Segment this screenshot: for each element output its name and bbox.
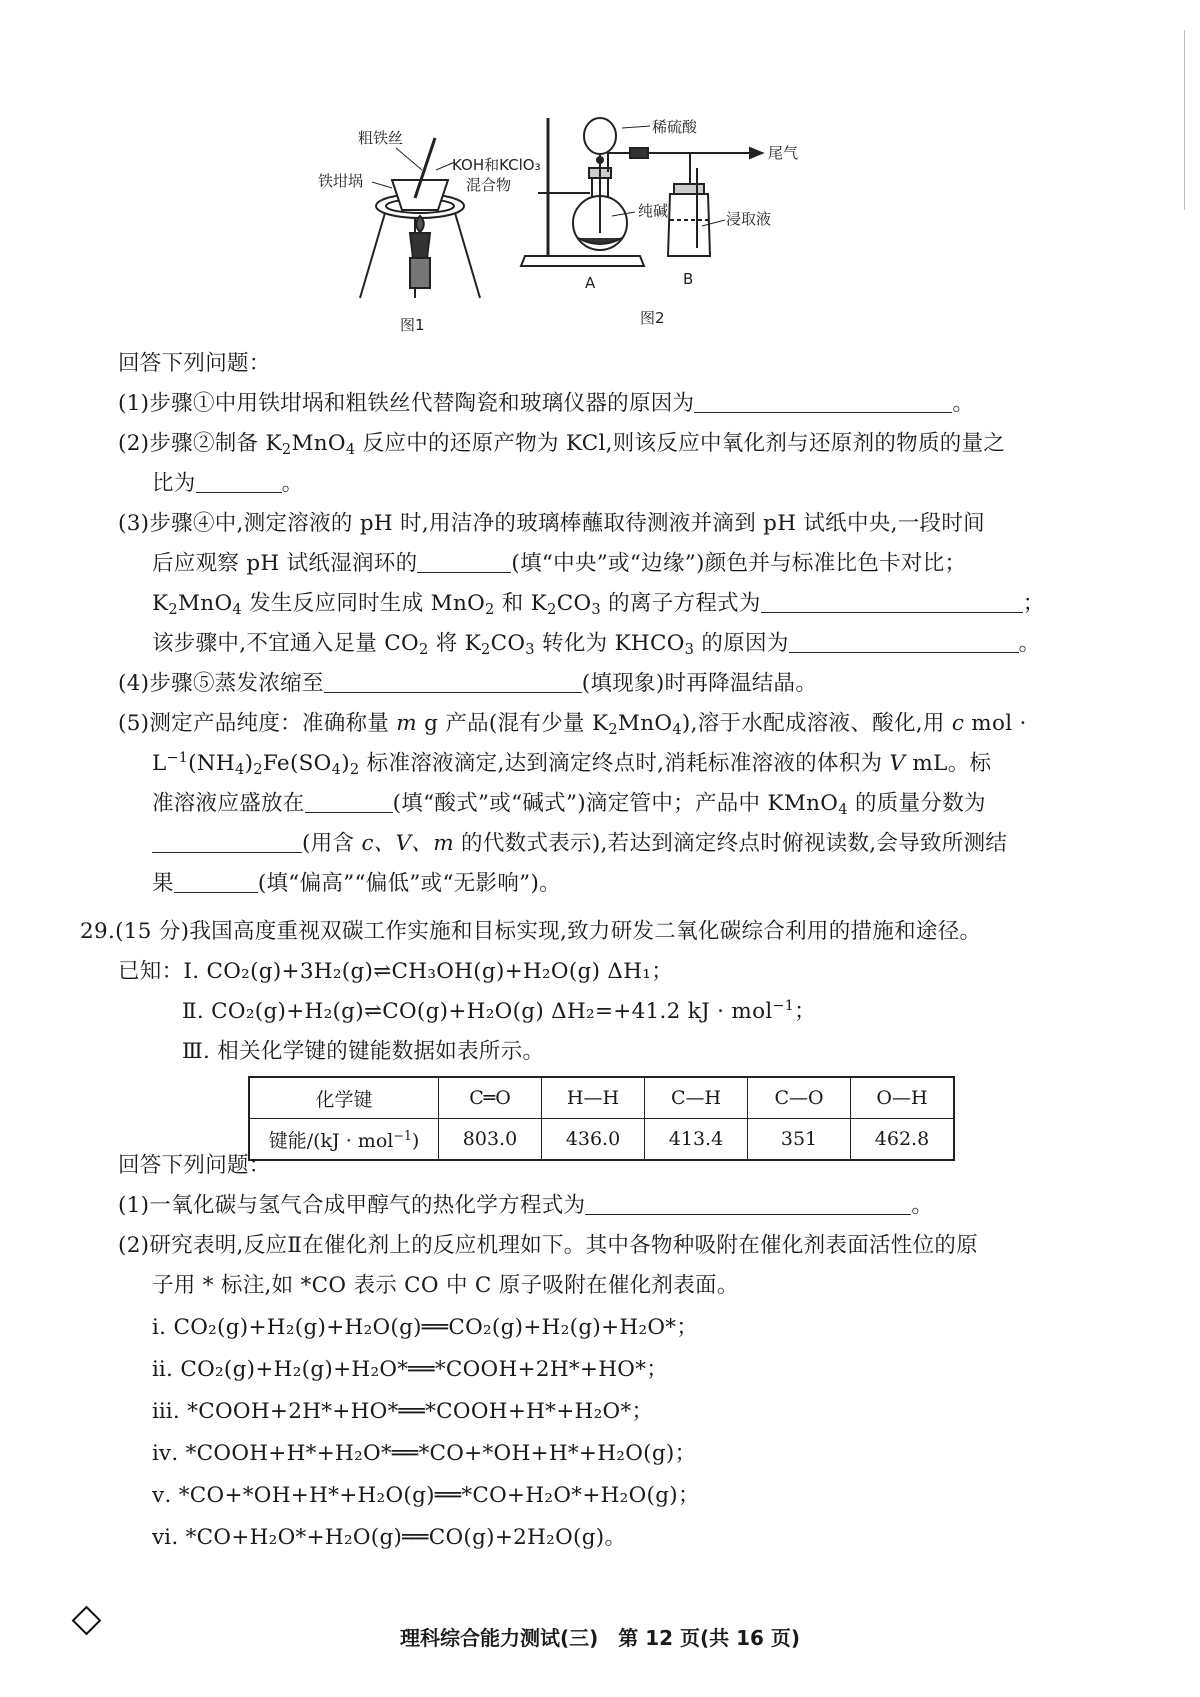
- table-header-cell: 化学键: [249, 1077, 439, 1119]
- q28-part-2-line-2: [152, 466, 303, 497]
- text: 。: [911, 1193, 934, 1218]
- text: L: [152, 751, 167, 776]
- variables: c、V、m: [361, 831, 454, 856]
- answer-blank-8[interactable]: [152, 831, 302, 854]
- answer-blank-5[interactable]: [789, 631, 1019, 654]
- subscript: 4: [234, 761, 245, 779]
- q28-part-5-line-4: [152, 826, 1007, 857]
- q29-heading: 29.(15 分)我国高度重视双碳工作实施和目标实现,致力研发二氧化碳综合利用的措施和途径。: [80, 919, 982, 944]
- subscript: 2: [608, 721, 618, 739]
- text: 反应中的还原产物为 KCl,则该反应中氧化剂与还原剂的物质的量之: [355, 431, 1006, 456]
- text: 后应观察 pH 试纸湿润环的: [152, 551, 418, 576]
- table-row-label: [249, 1119, 439, 1161]
- mechanism-step: ⅴ. *CO+*OH+H*+H₂O(g)══*CO+H₂O*+H₂O(g)；: [152, 1483, 700, 1508]
- variable: m: [396, 711, 417, 736]
- subscript: 4: [838, 801, 848, 819]
- text: 发生反应同时生成 MnO: [241, 591, 486, 616]
- variable: c: [951, 711, 965, 736]
- label-mix-2: 混合物: [466, 176, 512, 194]
- answer-blank-10[interactable]: [585, 1193, 911, 1216]
- text: (1)一氧化碳与氢气合成甲醇气的热化学方程式为: [118, 1193, 586, 1218]
- answer-blank-7[interactable]: [305, 791, 393, 814]
- table-header-row: [249, 1077, 954, 1119]
- text: mL。标: [905, 751, 992, 776]
- text: (填现象)时再降温结晶。: [581, 671, 818, 696]
- text: 果: [152, 871, 174, 896]
- label-a: A: [585, 274, 596, 292]
- text: 。: [1018, 631, 1041, 656]
- text: CO: [556, 591, 592, 616]
- subscript: 3: [591, 601, 601, 619]
- table-cell: 803.0: [439, 1119, 542, 1161]
- text: (2)步骤②制备 K: [118, 431, 282, 456]
- text: 的代数式表示),若达到滴定终点时俯视读数,会导致所测结: [453, 831, 1008, 856]
- mechanism-step: ⅲ. *COOH+2H*+HO*══*COOH+H*+H₂O*；: [152, 1399, 654, 1424]
- text: (填“中央”或“边缘”)颜色并与标准比色卡对比；: [511, 551, 967, 576]
- q29-part-2-line-1: (2)研究表明,反应Ⅱ在催化剂上的反应机理如下。其中各物种吸附在催化剂表面活性位的原: [118, 1233, 979, 1258]
- q28-p1-end: 。: [952, 391, 975, 416]
- subscript: 3: [684, 641, 695, 659]
- q28-part-4: [118, 666, 817, 697]
- table-cell: 462.8: [851, 1119, 955, 1161]
- table-header-cell: C—O: [748, 1077, 851, 1119]
- table-header-cell: O—H: [851, 1077, 955, 1119]
- subscript: 2: [547, 601, 557, 619]
- subscript: 4: [331, 761, 342, 779]
- q28-p1-text: (1)步骤①中用铁坩埚和粗铁丝代替陶瓷和玻璃仪器的原因为: [118, 391, 695, 416]
- text: 键能/(kJ · mol: [268, 1129, 394, 1152]
- answer-blank-1[interactable]: [694, 391, 952, 414]
- subscript: 2: [253, 761, 263, 779]
- text: K: [152, 591, 169, 616]
- mechanism-step: ⅳ. *COOH+H*+H₂O*══*CO+*OH+H*+H₂O(g)；: [152, 1441, 697, 1466]
- subscript: 2: [281, 441, 292, 459]
- text: 的质量分数为: [847, 791, 986, 816]
- label-soda: 纯碱: [638, 202, 669, 220]
- label-acid: 稀硫酸: [652, 118, 698, 136]
- table-header-cell: C—H: [645, 1077, 748, 1119]
- text: 已知：: [118, 959, 184, 984]
- subscript: 3: [525, 641, 535, 659]
- text: Fe(SO: [262, 751, 332, 776]
- q29-eq-1: [118, 954, 673, 985]
- scan-edge-line: [1184, 30, 1185, 210]
- subscript: 2: [485, 601, 495, 619]
- text: CO: [490, 631, 526, 656]
- q28-part-3-line-2: [152, 546, 966, 577]
- text: ): [411, 1129, 420, 1152]
- q28-part-2-line-1: [118, 426, 1005, 457]
- superscript: −1: [772, 998, 795, 1015]
- table-cell: 351: [748, 1119, 851, 1161]
- text: 将 K: [428, 631, 481, 656]
- q28-part-5-line-5: [152, 866, 561, 897]
- q29-part-2-line-2: 子用 * 标注,如 *CO 表示 CO 中 C 原子吸附在催化剂表面。: [152, 1273, 739, 1298]
- q29-part-1: [118, 1188, 933, 1219]
- subscript: 2: [168, 601, 178, 619]
- label-crucible: 铁坩埚: [318, 172, 364, 190]
- text: 和 K: [494, 591, 548, 616]
- q28-part-3-line-1: (3)步骤④中,测定溶液的 pH 时,用洁净的玻璃棒蘸取待测液并滴到 pH 试纸中央,一段时间: [118, 511, 985, 536]
- figure-2: [521, 118, 762, 266]
- mechanism-step: ⅰ. CO₂(g)+H₂(g)+H₂O(g)══CO₂(g)+H₂(g)+H₂O*；: [152, 1315, 699, 1340]
- text: ): [341, 751, 350, 776]
- apparatus-figures: [318, 108, 890, 338]
- label-mix-1: KOH和KClO₃: [452, 156, 541, 174]
- answer-blank-9[interactable]: [174, 871, 258, 894]
- text: 比为: [152, 471, 196, 496]
- answer-blank-4[interactable]: [761, 591, 1023, 614]
- subscript: 2: [418, 641, 429, 659]
- label-leach: 浸取液: [726, 210, 772, 228]
- mechanism-step: ⅱ. CO₂(g)+H₂(g)+H₂O*══*COOH+2H*+HO*；: [152, 1357, 669, 1382]
- text: MnO: [177, 591, 233, 616]
- text: 准溶液应盛放在: [152, 791, 305, 816]
- q29-eq-3: Ⅲ. 相关化学键的键能数据如表所示。: [182, 1039, 545, 1064]
- label-wire: 粗铁丝: [358, 129, 404, 147]
- text: (填“偏高”“偏低”或“无影响”)。: [257, 871, 561, 896]
- table-header-cell: H—H: [542, 1077, 645, 1119]
- figure-1-caption: 图1: [400, 316, 425, 334]
- q28-part-5-line-2: [152, 746, 991, 777]
- text: ；: [794, 999, 816, 1024]
- text: 的原因为: [694, 631, 789, 656]
- text: 。: [281, 471, 304, 496]
- table-cell: 436.0: [542, 1119, 645, 1161]
- text: (填“酸式”或“碱式”)滴定管中；产品中 KMnO: [392, 791, 839, 816]
- page-footer: 理科综合能力测试(三) 第 12 页(共 16 页): [399, 1626, 801, 1650]
- q29-intro: 回答下列问题：: [118, 1153, 271, 1178]
- text: Ⅱ. CO₂(g)+H₂(g)⇌CO(g)+H₂O(g) ΔH₂=+41.2 kJ · mol: [182, 999, 773, 1024]
- text: (5)测定产品纯度：准确称量: [118, 711, 397, 736]
- text: 该步骤中,不宜通入足量 CO: [152, 631, 419, 656]
- figure-2-caption: 图2: [640, 309, 665, 327]
- q28-part-3-line-3: [152, 586, 1045, 617]
- text: (NH: [188, 751, 235, 776]
- q28-part-5-line-3: [152, 786, 986, 817]
- bond-energy-table: [248, 1076, 955, 1161]
- answer-blank-6[interactable]: [324, 671, 582, 694]
- text: MnO: [291, 431, 346, 456]
- q29-eq-2: [182, 994, 816, 1025]
- subscript: 4: [345, 441, 356, 459]
- text: ),溶于水配成溶液、酸化,用: [681, 711, 952, 736]
- table-row: [249, 1119, 954, 1161]
- label-exhaust: 尾气: [768, 144, 799, 162]
- mechanism-step: ⅵ. *CO+H₂O*+H₂O(g)══CO(g)+2H₂O(g)。: [152, 1525, 627, 1550]
- subscript: 2: [481, 641, 491, 659]
- text: g 产品(混有少量 K: [416, 711, 609, 736]
- q28-part-5-line-1: [118, 706, 1027, 737]
- subscript: 4: [232, 601, 242, 619]
- text: (用含: [302, 831, 362, 856]
- answer-blank-3[interactable]: [417, 551, 511, 574]
- subscript: 2: [349, 761, 360, 779]
- text: 的离子方程式为: [601, 591, 761, 616]
- table-header-cell: C═O: [439, 1077, 542, 1119]
- text: 转化为 KHCO: [534, 631, 685, 656]
- q28-intro: 回答下列问题：: [118, 351, 271, 376]
- text: MnO: [617, 711, 673, 736]
- answer-blank-2[interactable]: [196, 471, 282, 494]
- table-cell: 413.4: [645, 1119, 748, 1161]
- subscript: 4: [672, 721, 682, 739]
- q28-part-3-line-4: [152, 626, 1040, 657]
- superscript: −1: [393, 1127, 412, 1143]
- superscript: −1: [166, 750, 189, 767]
- variable: V: [889, 751, 906, 776]
- text: ；: [1022, 591, 1045, 616]
- text: ): [244, 751, 254, 776]
- text: (4)步骤⑤蒸发浓缩至: [118, 671, 324, 696]
- equation-1: Ⅰ. CO₂(g)+3H₂(g)⇌CH₃OH(g)+H₂O(g) ΔH₁；: [183, 959, 674, 984]
- q28-part-1: [118, 386, 974, 417]
- text: 标准溶液滴定,达到滴定终点时,消耗标准溶液的体积为: [359, 751, 890, 776]
- label-b: B: [683, 270, 694, 288]
- text: mol ·: [964, 711, 1027, 736]
